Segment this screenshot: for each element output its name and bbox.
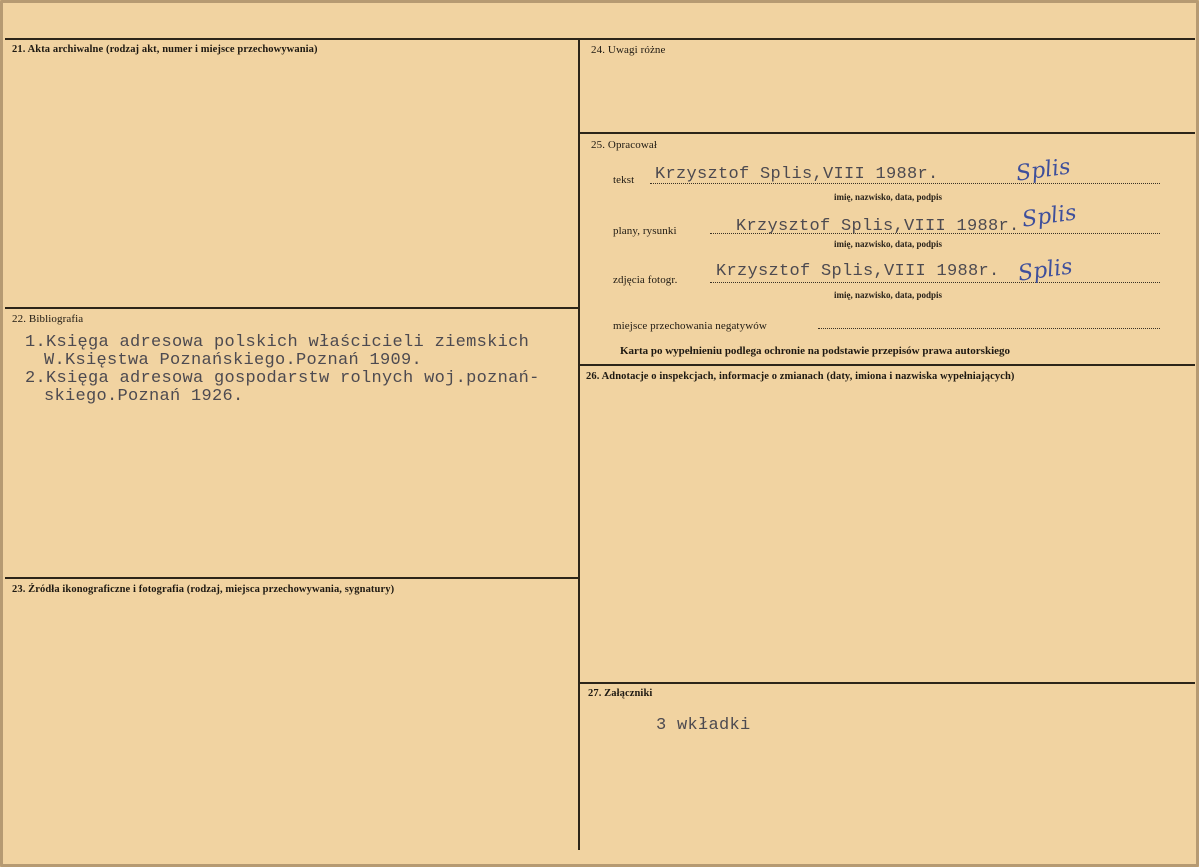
zdjecia-line [710,282,1160,283]
rule-24-25 [580,132,1195,134]
top-rule [5,38,1195,40]
rule-21-22 [5,307,579,309]
center-divider [578,38,580,850]
section-27-label: 27. Załączniki [588,688,653,699]
bibliography-line-3: 2.Księga adresowa gospodarstw rolnych woj.poznań- [25,369,540,388]
plany-value: Krzysztof Splis,VIII 1988r. [736,217,1020,236]
zdjecia-signature: Splis [1016,254,1075,287]
rule-22-23 [5,577,579,579]
bibliography-line-4: skiego.Poznań 1926. [44,387,244,406]
bibliography-line-2: W.Księstwa Poznańskiego.Poznań 1909. [44,351,423,370]
attachments-value: 3 wkładki [656,716,751,735]
tekst-caption: imię, nazwisko, data, podpis [834,192,943,202]
zdjecia-value: Krzysztof Splis,VIII 1988r. [716,262,1000,281]
plany-label: plany, rysunki [613,225,677,237]
section-25-label: 25. Opracował [591,139,658,151]
tekst-label: tekst [613,174,635,186]
rule-26-27 [580,682,1195,684]
section-26-label: 26. Adnotacje o inspekcjach, informacje o zmianach (daty, imiona i nazwiska wypełniających) [586,371,1015,382]
plany-line [710,233,1160,234]
section-22-label: 22. Bibliografia [12,313,84,325]
zdjecia-caption: imię, nazwisko, data, podpis [834,290,943,300]
negatives-line [818,328,1160,329]
section-21-label: 21. Akta archiwalne (rodzaj akt, numer i miejsce przechowywania) [12,44,318,55]
section-23-label: 23. Źródła ikonograficzne i fotografia (rodzaj, miejsca przechowywania, sygnatury) [12,584,395,595]
tekst-signature: Splis [1014,154,1073,187]
rule-25-26 [580,364,1195,366]
zdjecia-label: zdjęcia fotogr. [613,274,678,286]
negatives-label: miejsce przechowania negatywów [613,320,767,332]
bibliography-line-1: 1.Księga adresowa polskich właścicieli ziemskich [25,333,530,352]
plany-signature: Splis [1020,200,1079,233]
copyright-note: Karta po wypełnieniu podlega ochronie na podstawie przepisów prawa autorskiego [620,345,1011,357]
tekst-line [650,183,1160,184]
section-24-label: 24. Uwagi różne [591,44,666,56]
plany-caption: imię, nazwisko, data, podpis [834,239,943,249]
tekst-value: Krzysztof Splis,VIII 1988r. [655,165,939,184]
